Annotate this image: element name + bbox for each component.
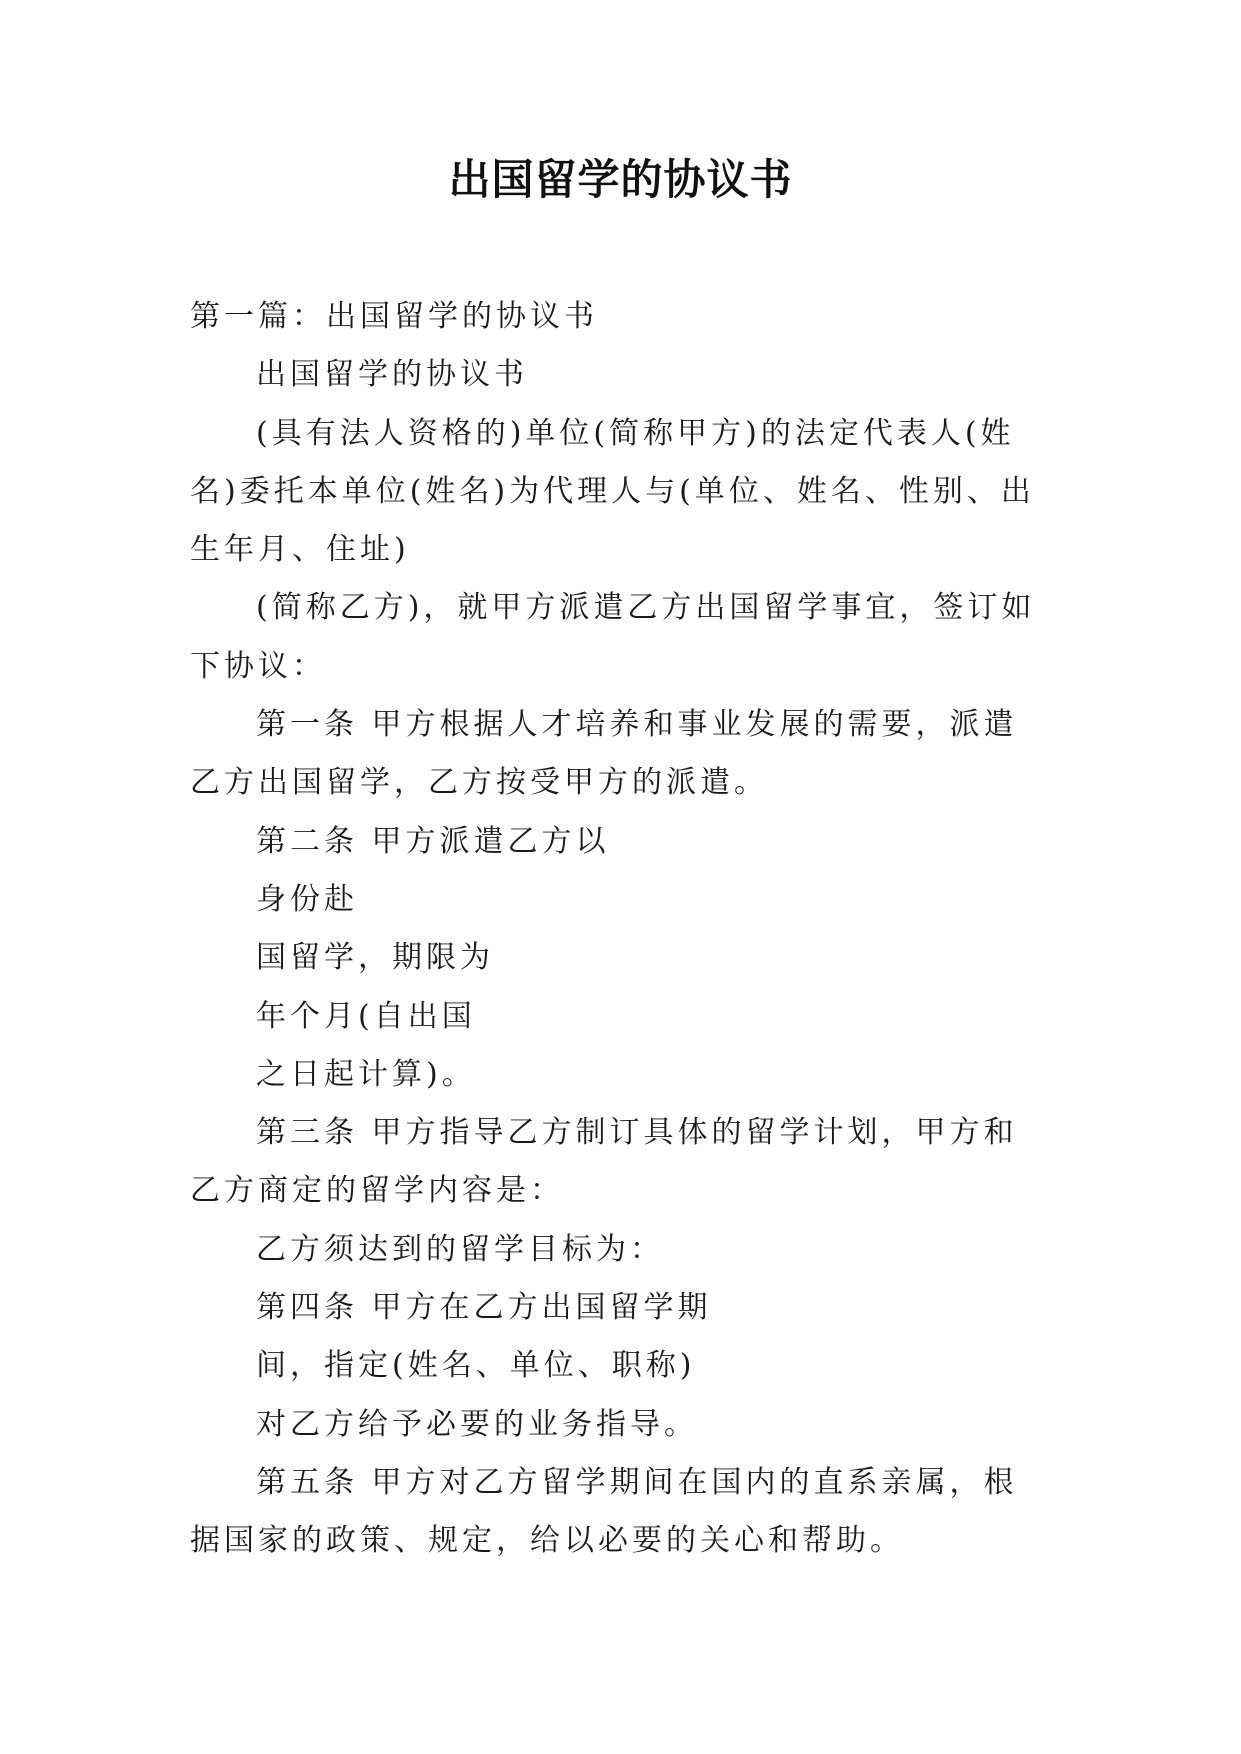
- paragraph: 年个月(自出国: [256, 998, 476, 1034]
- paragraph: 第四条 甲方在乙方出国留学期: [256, 1290, 712, 1326]
- paragraph: 出国留学的协议书: [256, 357, 528, 393]
- paragraph: 第三条 甲方指导乙方制订具体的留学计划，甲方和乙方商定的留学内容是：: [190, 1115, 1018, 1209]
- paragraph: 第五条 甲方对乙方留学期间在国内的直系亲属，根据国家的政策、规定，给以必要的关心和帮助。: [190, 1464, 1018, 1559]
- paragraph: 对乙方给予必要的业务指导。: [256, 1406, 698, 1442]
- paragraph: 国留学，期限为: [256, 940, 494, 976]
- paragraph: 第一条 甲方根据人才培养和事业发展的需要，派遣乙方出国留学，乙方按受甲方的派遣。: [190, 707, 1018, 801]
- paragraph: 之日起计算)。: [256, 1056, 476, 1092]
- paragraph: 第二条 甲方派遣乙方以: [256, 823, 610, 859]
- paragraph: 乙方须达到的留学目标为：: [256, 1231, 664, 1267]
- paragraph: (具有法人资格的)单位(简称甲方)的法定代表人(姓名)委托本单位(姓名)为代理人与(单位、姓名、性别、出生年月、住址): [190, 415, 1035, 568]
- document-body: [190, 288, 1050, 1571]
- paragraph: 身份赴: [256, 881, 358, 917]
- document-title: 出国留学的协议书: [448, 155, 793, 204]
- paragraph: 第一篇：出国留学的协议书: [190, 299, 598, 334]
- paragraph: 间，指定(姓名、单位、职称): [256, 1348, 696, 1384]
- paragraph: (简称乙方)，就甲方派遣乙方出国留学事宜，签订如下协议：: [190, 590, 1036, 684]
